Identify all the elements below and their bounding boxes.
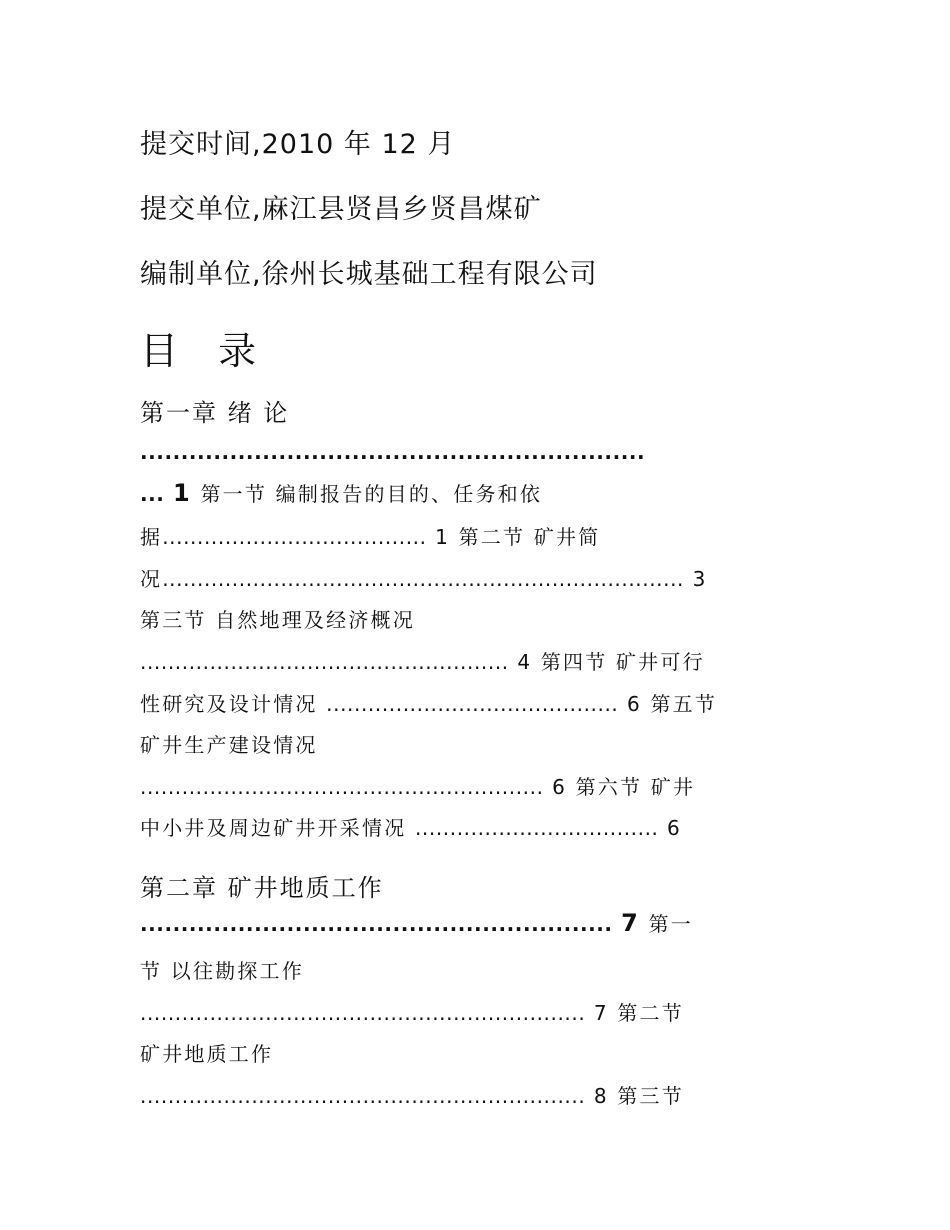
section-2-2-title: 第二节 [617, 1001, 684, 1025]
section-2-1-title-cont: 节 以往勘探工作 [140, 959, 304, 983]
chapter-1-title: 第一章 绪 论 [140, 399, 290, 427]
section-1-1-leader: ...................................... [162, 525, 427, 549]
section-1-4-page: 6 [626, 692, 642, 716]
section-1-5-title: 第五节 [650, 692, 718, 716]
toc-title: 目 录 [140, 329, 271, 373]
section-1-3-page: 4 [517, 650, 533, 674]
chapter-2-leader: .......................................................... [140, 912, 613, 936]
toc-line-1 [140, 478, 542, 507]
compile-unit: 编制单位,徐州长城基础工程有限公司 [140, 259, 598, 290]
toc-line-15 [140, 1080, 684, 1109]
section-2-2-page: 8 [593, 1084, 609, 1108]
section-1-1-title: 第一节 编制报告的目的、任务和依 [200, 482, 543, 506]
section-2-3-title: 第三节 [617, 1084, 684, 1108]
section-1-4-title-cont: 性研究及设计情况 [140, 692, 318, 716]
section-1-2-title-cont: 况 [140, 567, 163, 591]
section-1-5-leader: .......................................................... [140, 775, 544, 799]
toc-line-6 [140, 688, 717, 717]
section-2-1-title: 第一 [648, 912, 694, 936]
section-1-6-leader: ................................... [414, 816, 659, 840]
toc-line-2 [140, 521, 600, 550]
section-1-3-leader: ..................................................... [140, 650, 509, 674]
section-1-4-title: 第四节 矿井可行 [540, 650, 705, 674]
section-2-2-leader: ................................................................ [140, 1084, 586, 1108]
submit-unit: 提交单位,麻江县贤昌乡贤昌煤矿 [140, 194, 542, 225]
section-1-1-page: 1 [435, 525, 451, 549]
section-2-1-page: 7 [593, 1001, 609, 1025]
section-1-2-title: 第二节 矿井简 [458, 525, 601, 549]
section-1-6-page: 6 [667, 816, 682, 840]
toc-line-11 [140, 908, 693, 937]
section-1-2-page: 3 [692, 567, 708, 591]
toc-line-13 [140, 997, 684, 1026]
section-1-5-title-cont: 矿井生产建设情况 [140, 733, 318, 757]
section-1-3-title: 第三节 自然地理及经济概况 [140, 608, 415, 632]
section-1-6-title: 第六节 矿井 [575, 775, 696, 799]
chapter-2-title: 第二章 矿井地质工作 [140, 874, 384, 902]
chapter-2-page: 7 [621, 909, 641, 937]
chapter-1-leader: .............................................................. [140, 440, 646, 464]
chapter-1-page: 1 [173, 479, 192, 507]
toc-line-9 [140, 812, 682, 841]
section-1-5-page: 6 [552, 775, 568, 799]
toc-line-3 [140, 563, 708, 592]
section-1-6-title-cont: 中小井及周边矿井开采情况 [140, 816, 407, 840]
toc-line-8 [140, 771, 695, 800]
submit-time: 提交时间,2010 年 12 月 [140, 129, 456, 160]
section-1-2-leader: ........................................................................... [162, 567, 685, 591]
chapter-1-leader-tail: ... [140, 482, 165, 506]
section-2-2-title-cont: 矿井地质工作 [140, 1042, 274, 1066]
section-1-1-title-cont: 据 [140, 525, 163, 549]
toc-line-5 [140, 646, 705, 675]
section-2-1-leader: ................................................................ [140, 1001, 586, 1025]
section-1-4-leader: .......................................... [326, 692, 619, 716]
